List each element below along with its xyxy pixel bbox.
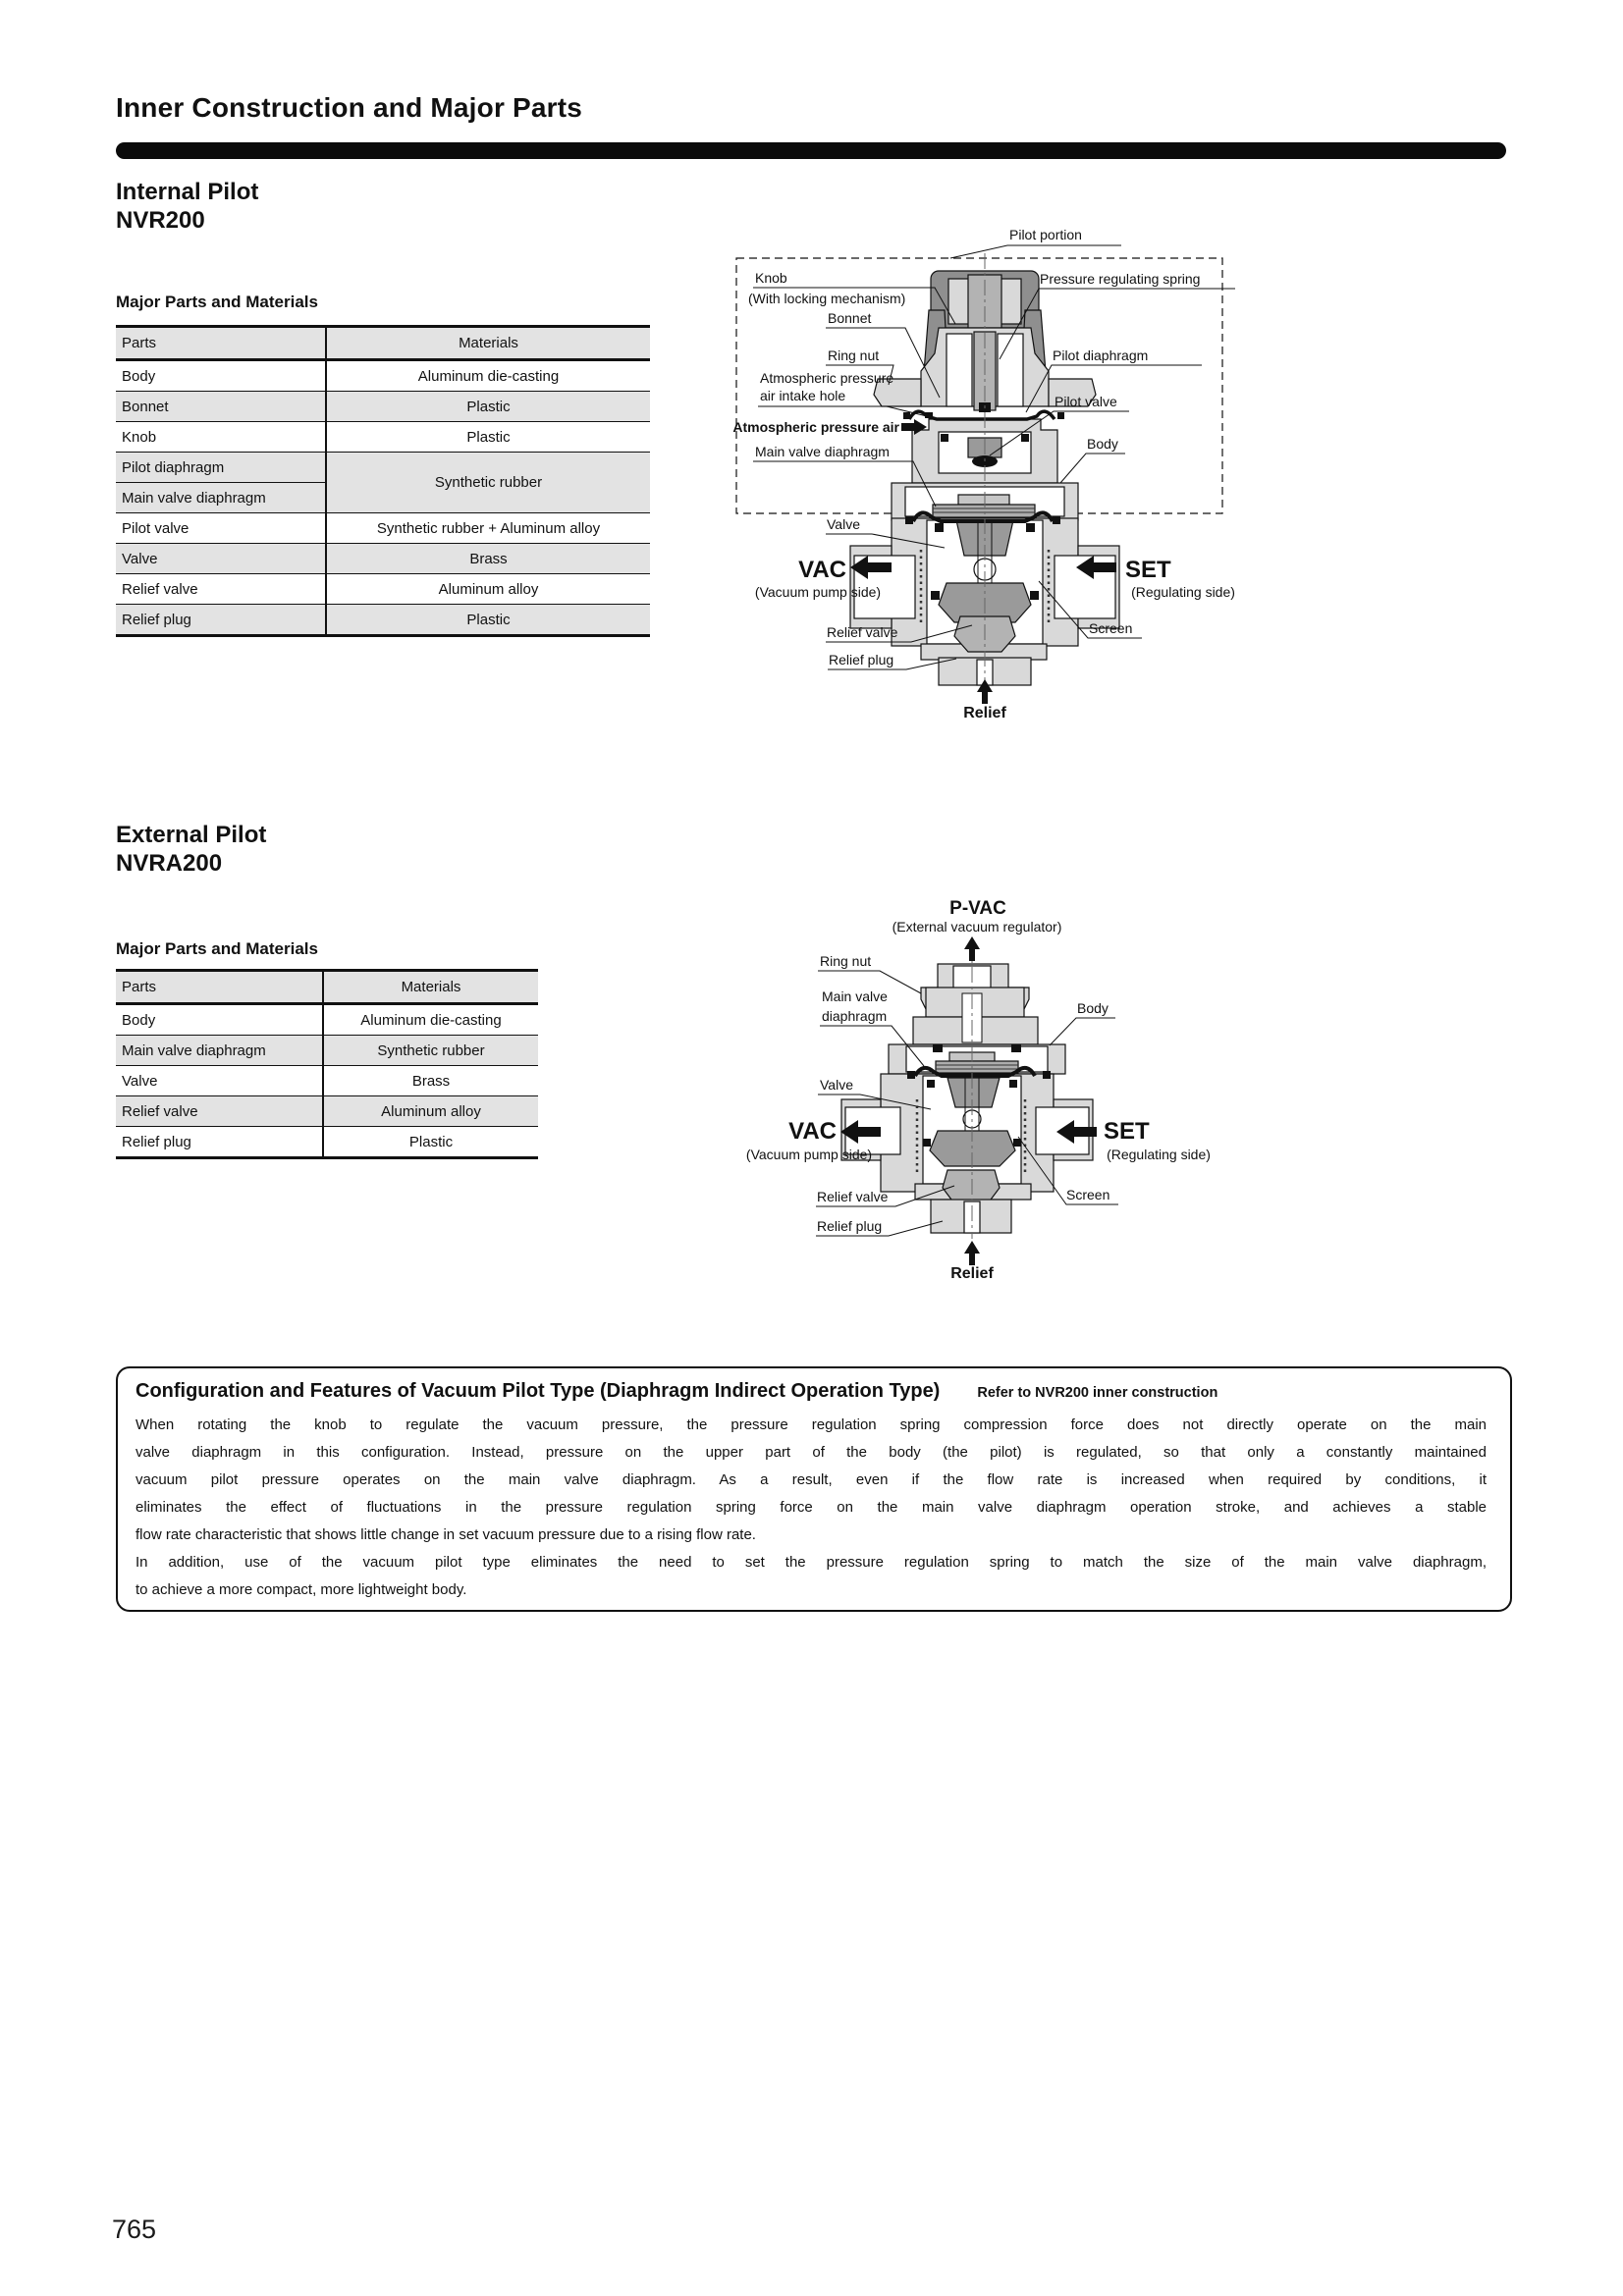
title-rule-bar <box>116 142 1506 159</box>
table-row <box>116 574 650 605</box>
set-label: SET <box>1125 557 1171 583</box>
p-vac-note-label: (External vacuum regulator) <box>892 919 1062 934</box>
table-row <box>116 453 650 483</box>
table-row <box>116 605 650 636</box>
features-text-line: In addition, use of the vacuum pilot type eliminates the need to set the pressure regulation spring to match the size of the main valve diaphragm, <box>135 1554 1487 1571</box>
part-cell: Bonnet <box>116 392 326 422</box>
part-cell: Pilot valve <box>116 513 326 544</box>
internal-pilot-label: Internal Pilot <box>116 179 259 205</box>
material-cell: Synthetic rubber + Aluminum alloy <box>326 513 650 544</box>
material-cell: Plastic <box>326 605 650 636</box>
table-header-row <box>116 327 650 360</box>
material-cell: Brass <box>326 544 650 574</box>
material-cell: Plastic <box>323 1127 538 1158</box>
main-valve-diaphragm-label-line1: Main valve <box>822 988 888 1004</box>
set-note-label: (Regulating side) <box>1131 584 1235 600</box>
part-cell: Pilot diaphragm <box>116 453 326 483</box>
part-cell: Valve <box>116 544 326 574</box>
page-title: Inner Construction and Major Parts <box>116 92 583 123</box>
features-text-line: vacuum pilot pressure operates on the main valve diaphragm. As a result, even if the flow rate is increased when required by conditions, it <box>135 1471 1487 1488</box>
p-vac-label: P-VAC <box>949 898 1006 919</box>
screen-label: Screen <box>1089 620 1133 636</box>
features-paragraph <box>135 1412 1487 1604</box>
main-valve-diaphragm-label: Main valve diaphragm <box>755 444 890 459</box>
materials-column-header: Materials <box>326 327 650 360</box>
vac-note-label: (Vacuum pump side) <box>754 584 882 600</box>
part-cell: Main valve diaphragm <box>116 1036 323 1066</box>
table-row <box>116 392 650 422</box>
material-cell: Brass <box>323 1066 538 1096</box>
relief-label: Relief <box>963 705 1006 721</box>
main-valve-diaphragm-label-line2: diaphragm <box>822 1008 888 1024</box>
features-box <box>116 1366 1512 1612</box>
relief-plug-label: Relief plug <box>817 1218 883 1234</box>
table-row <box>116 544 650 574</box>
features-note: Refer to NVR200 inner construction <box>977 1385 1218 1401</box>
pilot-portion-label: Pilot portion <box>1009 227 1082 242</box>
material-cell: Plastic <box>326 422 650 453</box>
part-cell: Body <box>116 1004 323 1036</box>
table-row <box>116 360 650 392</box>
relief-valve-label: Relief valve <box>827 624 898 640</box>
page-number: 765 <box>112 2215 157 2244</box>
valve-label: Valve <box>820 1077 853 1093</box>
parts-column-header: Parts <box>116 327 326 360</box>
part-cell: Knob <box>116 422 326 453</box>
material-cell: Aluminum die-casting <box>326 360 650 392</box>
screen-label: Screen <box>1066 1187 1110 1202</box>
material-cell: Aluminum die-casting <box>323 1004 538 1036</box>
external-table-caption: Major Parts and Materials <box>116 939 318 958</box>
material-cell-merged: Synthetic rubber <box>326 453 650 513</box>
ring-nut-label: Ring nut <box>820 953 872 969</box>
pilot-valve-label: Pilot valve <box>1055 394 1117 409</box>
part-cell: Relief valve <box>116 1096 323 1127</box>
features-text-line: eliminates the effect of fluctuations in the pressure regulation spring force on the main valve diaphragm operation stroke, and achieves a stable <box>135 1499 1487 1516</box>
external-parts-table <box>116 969 538 1159</box>
vac-note-label: (Vacuum pump side) <box>745 1147 873 1162</box>
relief-label: Relief <box>950 1265 994 1282</box>
material-cell: Plastic <box>326 392 650 422</box>
external-parts-table-wrap <box>116 969 538 1159</box>
internal-parts-table-wrap <box>116 325 650 637</box>
nvr200-cross-section-diagram <box>727 221 1276 731</box>
internal-parts-table <box>116 325 650 637</box>
features-text-line: to achieve a more compact, more lightweight body. <box>135 1581 467 1598</box>
part-cell: Relief plug <box>116 605 326 636</box>
air-intake-label-line2: air intake hole <box>760 388 846 403</box>
set-label: SET <box>1104 1118 1150 1145</box>
table-row <box>116 422 650 453</box>
body-label: Body <box>1087 436 1118 452</box>
features-header <box>135 1380 1487 1403</box>
features-text-line: When rotating the knob to regulate the vacuum pressure, the pressure regulation spring compression force does not directly operate on the main <box>135 1416 1487 1433</box>
material-cell: Synthetic rubber <box>323 1036 538 1066</box>
vac-label: VAC <box>798 557 846 583</box>
vac-label: VAC <box>788 1118 837 1145</box>
relief-arrow-icon <box>964 1241 980 1265</box>
features-text-line: flow rate characteristic that shows little change in set vacuum pressure due to a rising flow rate. <box>135 1526 756 1543</box>
set-note-label: (Regulating side) <box>1107 1147 1211 1162</box>
table-row <box>116 1036 538 1066</box>
materials-column-header: Materials <box>323 971 538 1004</box>
material-cell: Aluminum alloy <box>326 574 650 605</box>
table-row <box>116 1096 538 1127</box>
table-row <box>116 1066 538 1096</box>
table-row <box>116 1004 538 1036</box>
bonnet-label: Bonnet <box>828 310 872 326</box>
part-cell: Valve <box>116 1066 323 1096</box>
valve-label: Valve <box>827 516 860 532</box>
pressure-regulating-spring-label: Pressure regulating spring <box>1040 271 1201 287</box>
pilot-diaphragm-label: Pilot diaphragm <box>1053 347 1149 363</box>
p-vac-arrow-icon <box>964 936 980 961</box>
parts-column-header: Parts <box>116 971 323 1004</box>
nvra200-cross-section-diagram <box>727 874 1276 1296</box>
material-cell: Aluminum alloy <box>323 1096 538 1127</box>
ring-nut-label: Ring nut <box>828 347 880 363</box>
relief-plug-label: Relief plug <box>829 652 894 667</box>
table-row <box>116 1127 538 1158</box>
external-pilot-model: NVRA200 <box>116 850 223 877</box>
part-cell: Relief valve <box>116 574 326 605</box>
knob-label: Knob <box>755 270 787 286</box>
table-row <box>116 513 650 544</box>
external-pilot-label: External Pilot <box>116 822 267 848</box>
features-title: Configuration and Features of Vacuum Pilot Type (Diaphragm Indirect Operation Type) <box>135 1380 941 1402</box>
table-header-row <box>116 971 538 1004</box>
section-internal-pilot-heading <box>116 178 258 235</box>
knob-note-label: (With locking mechanism) <box>748 291 906 306</box>
part-cell: Relief plug <box>116 1127 323 1158</box>
internal-pilot-model: NVR200 <box>116 207 205 234</box>
relief-valve-label: Relief valve <box>817 1189 889 1204</box>
section-external-pilot-heading <box>116 821 266 878</box>
atmospheric-air-label: Atmospheric pressure air <box>732 419 899 435</box>
internal-table-caption: Major Parts and Materials <box>116 293 318 311</box>
part-cell: Body <box>116 360 326 392</box>
part-cell: Main valve diaphragm <box>116 483 326 513</box>
air-intake-label-line1: Atmospheric pressure <box>760 370 894 386</box>
features-text-line: valve diaphragm in this configuration. Instead, pressure on the upper part of the body (the pilot) is regulated, so that only a constantly maintained <box>135 1444 1487 1461</box>
body-label: Body <box>1077 1000 1109 1016</box>
